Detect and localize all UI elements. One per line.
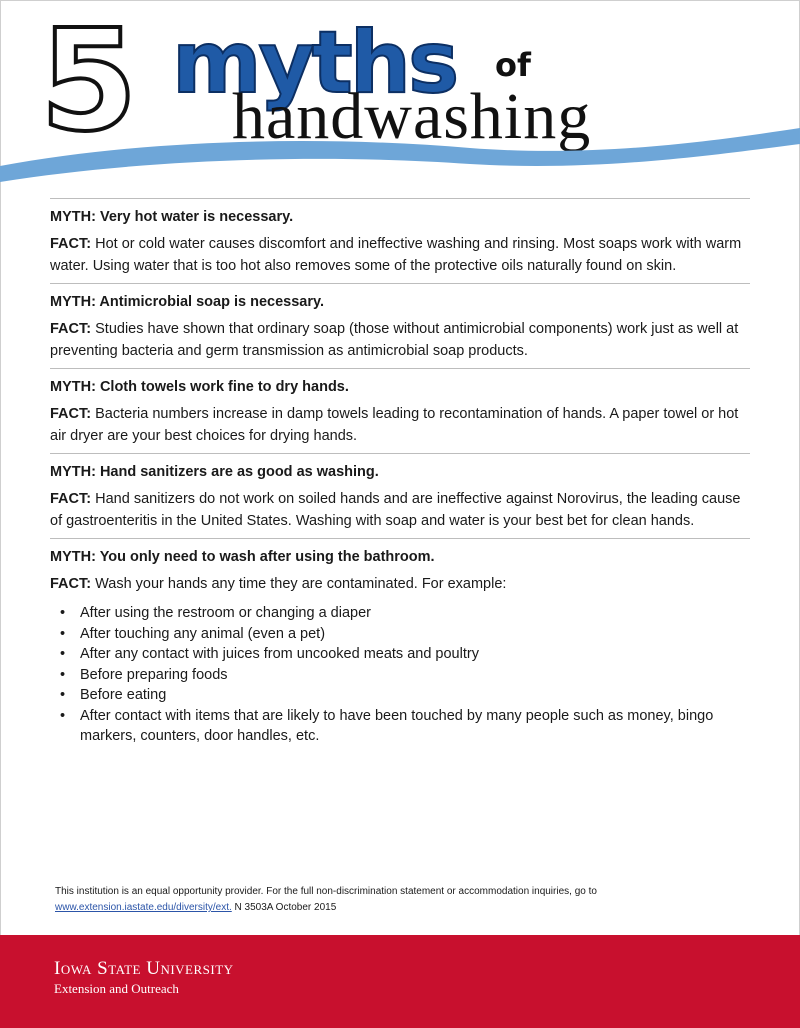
bullet-icon: •: [60, 646, 66, 662]
bullet-icon: •: [60, 625, 66, 642]
myth-item: [50, 538, 750, 753]
fact-statement: FACT: Hot or cold water causes discomfort and ineffective washing and rinsing. Most soaps work with warm water. Using water that is too hot also removes some of the protective oils naturally found on skin.: [50, 236, 742, 274]
title-of: of: [495, 46, 531, 84]
title-myths: myths: [172, 13, 457, 113]
myth-statement: MYTH: You only need to wash after using the bathroom.: [50, 549, 435, 565]
list-item: • Before preparing foods: [60, 665, 750, 686]
bullet-icon: •: [60, 707, 66, 724]
title-handwashing: handwashing: [232, 80, 592, 153]
myth-item: [50, 368, 750, 453]
fact-statement: FACT: Wash your hands any time they are contaminated. For example:: [50, 576, 507, 592]
myth-statement: MYTH: Cloth towels work fine to dry hands.: [50, 379, 349, 395]
isu-logo-subtitle: Extension and Outreach: [54, 981, 179, 996]
myth-statement: MYTH: Very hot water is necessary.: [50, 209, 294, 225]
myth-item: [50, 453, 750, 538]
bullet-icon: •: [60, 666, 66, 683]
list-item: • After any contact with juices from uncooked meats and poultry: [60, 644, 750, 665]
big-number-five: 5: [40, 0, 138, 163]
list-item: • After contact with items that are likely to have been touched by many people such as money, bingo markers, counters, door handles, etc.: [60, 707, 714, 744]
myth-item: [50, 198, 750, 283]
bullet-icon: •: [60, 605, 66, 621]
myth-item: [50, 283, 750, 368]
list-item: • After touching any animal (even a pet): [60, 624, 750, 645]
publication-code: N 3503A October 2015: [231, 902, 337, 913]
myth-statement: MYTH: Hand sanitizers are as good as washing.: [50, 464, 379, 480]
fact-statement: FACT: Bacteria numbers increase in damp towels leading to recontamination of hands. A paper towel or hot air dryer are your best choices for drying hands.: [50, 406, 739, 444]
myths-list: [50, 198, 750, 753]
examples-list: [50, 603, 750, 747]
fact-statement: FACT: Hand sanitizers do not work on soiled hands and are ineffective against Norovirus, the leading cause of gastroenteritis in the United States. Washing with soap and water is your best bet for clean hands.: [50, 491, 741, 529]
equal-opportunity-notice: This institution is an equal opportunity provider. For the full non-discrimination statement or accommodation inquiries, go to www.extension.iastate.edu/diversity/ext. N 3503A October 2015: [55, 886, 597, 913]
isu-logo-name: Iowa State University: [54, 958, 234, 979]
bullet-icon: •: [60, 687, 66, 703]
list-item: • After using the restroom or changing a diaper: [60, 603, 750, 624]
myth-statement: MYTH: Antimicrobial soap is necessary.: [50, 294, 324, 310]
diversity-link[interactable]: www.extension.iastate.edu/diversity/ext.: [55, 902, 232, 913]
fact-statement: FACT: Studies have shown that ordinary soap (those without antimicrobial components) work just as well at preventing bacteria and germ transmission as antimicrobial soap products.: [50, 321, 739, 359]
list-item: • Before eating: [60, 685, 750, 706]
blue-wave-graphic: [0, 118, 800, 188]
